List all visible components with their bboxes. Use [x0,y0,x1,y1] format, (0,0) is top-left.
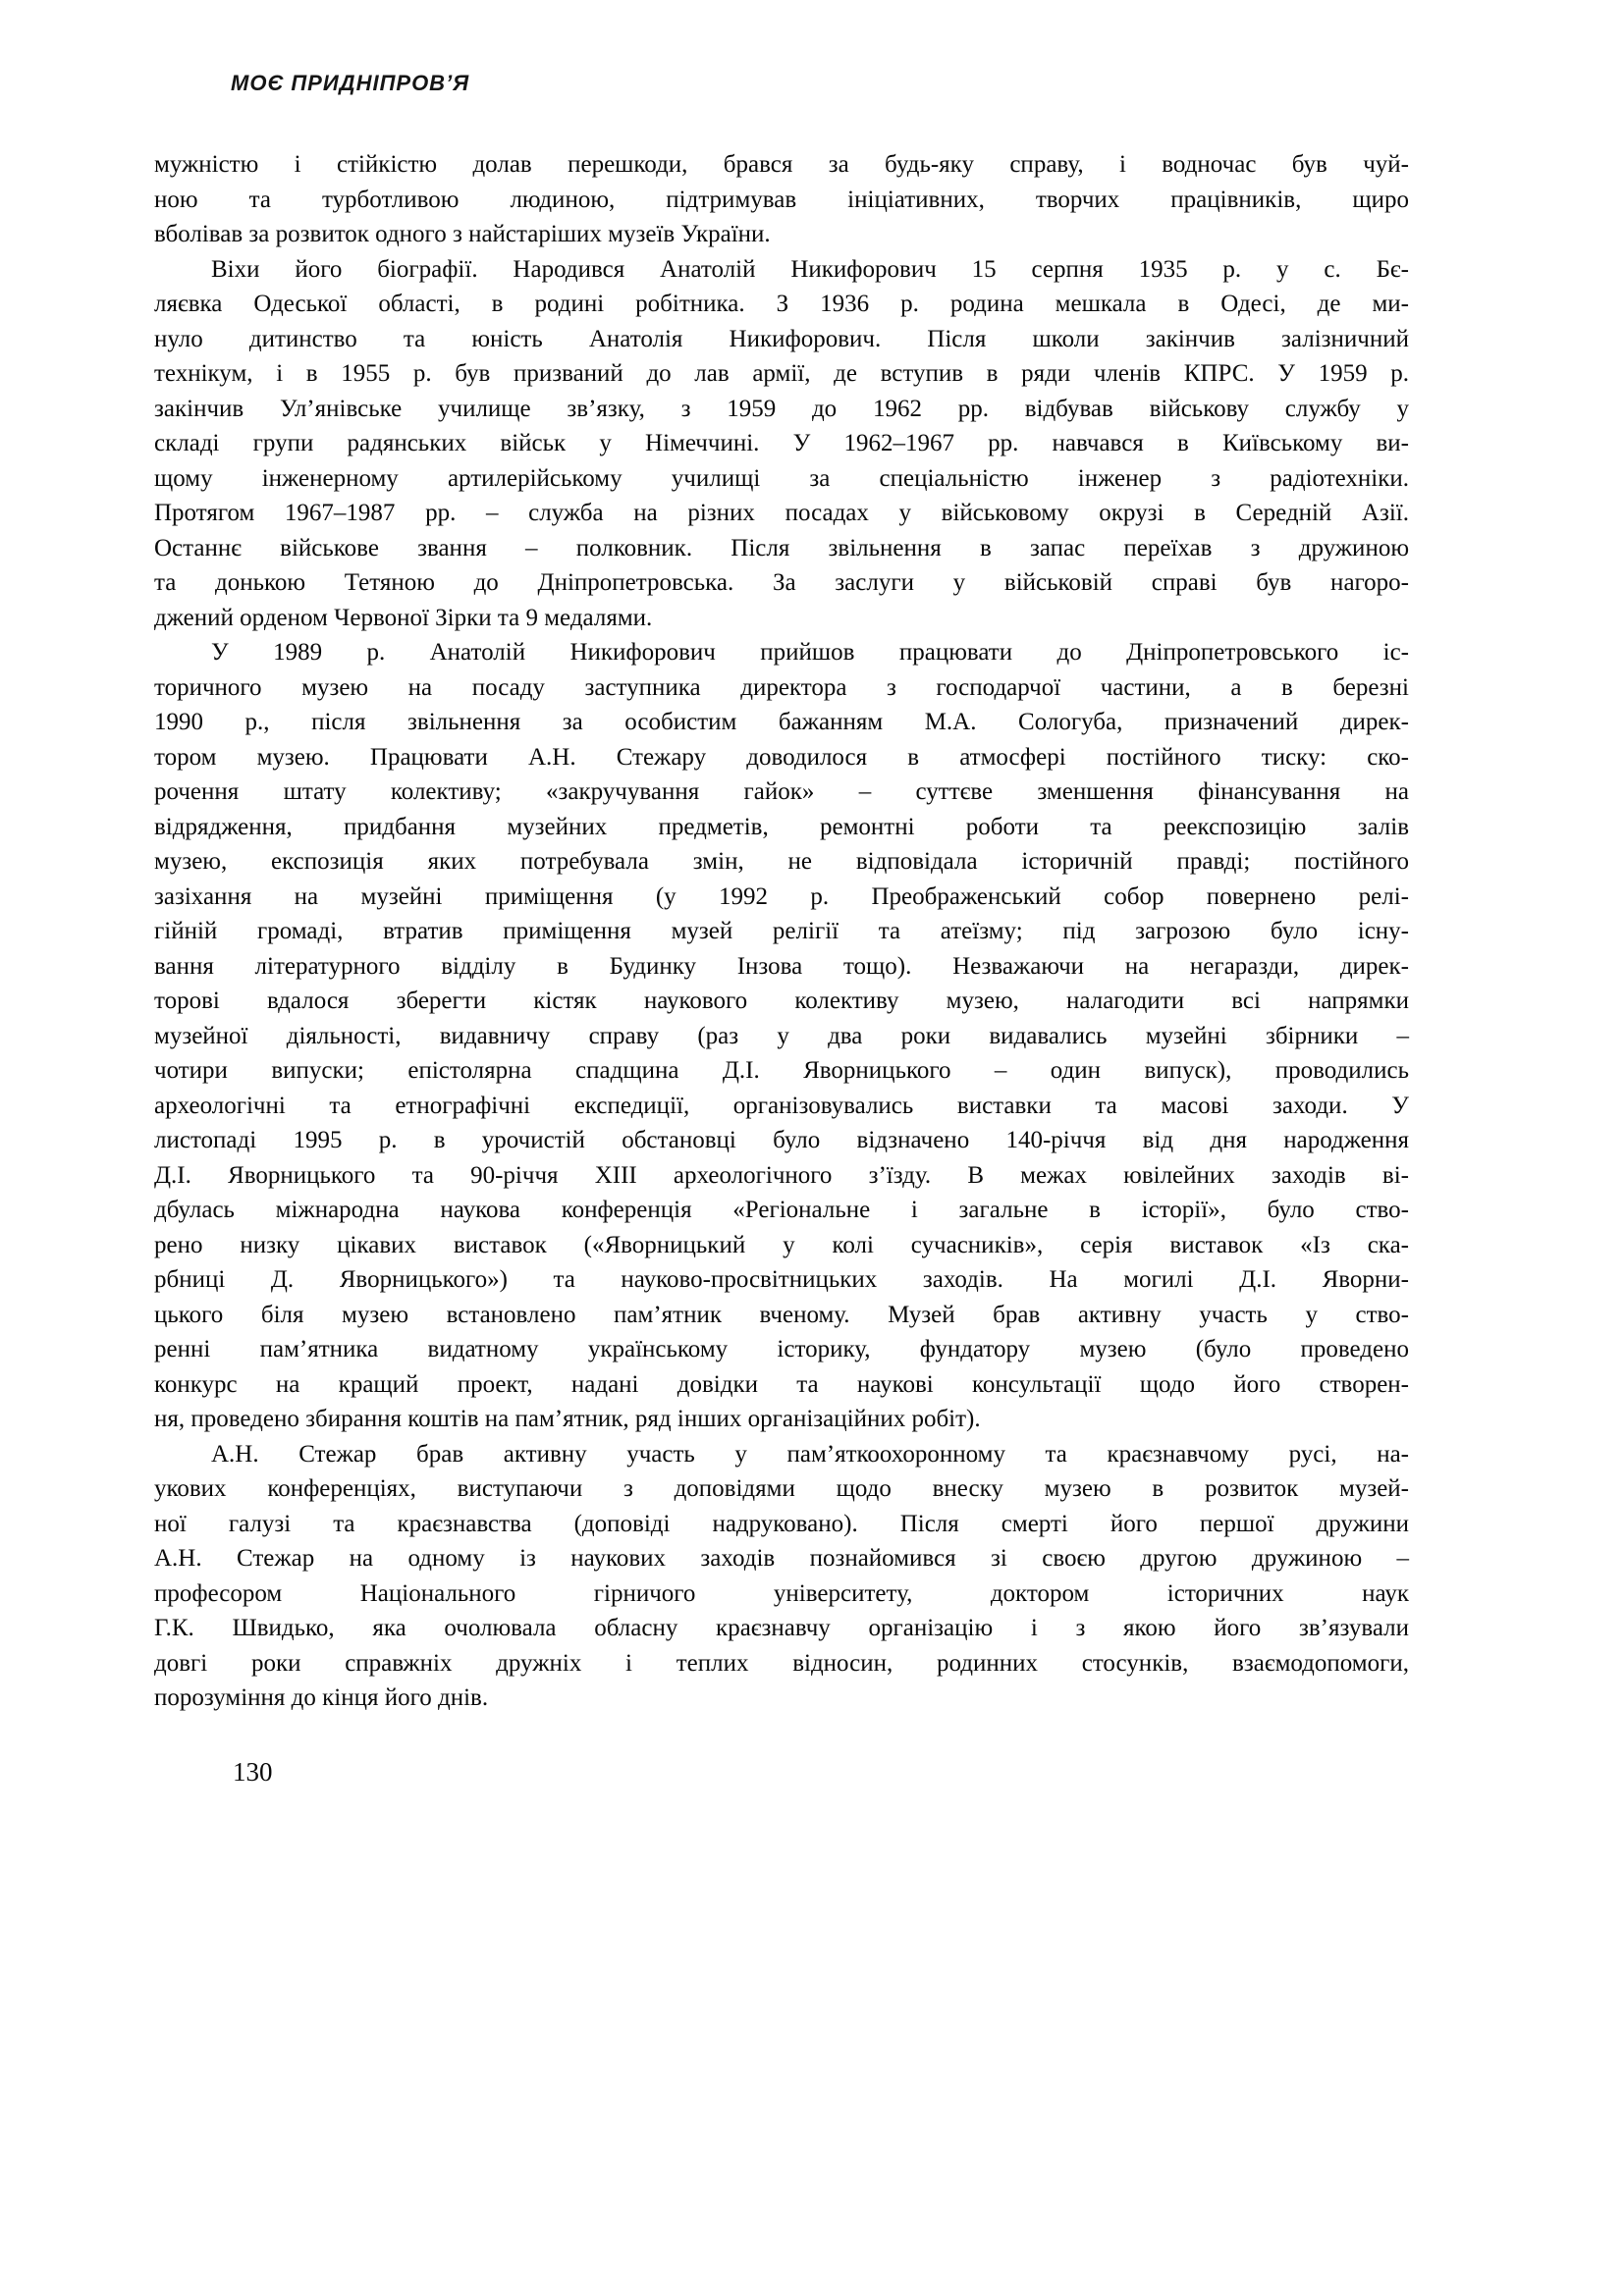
text-line: У 1989 р. Анатолій Никифорович прийшов працювати до Дніпропетровського іс- [211,639,1409,666]
text-line: цького біля музею встановлено пам’ятник вченому. Музей брав активну участь у ство- [154,1301,1409,1328]
text-line: ною та турботливою людиною, підтримував ініціативних, творчих працівників, щиро [154,186,1409,213]
text-line: ної галузі та краєзнавства (доповіді надруковано). Після смерті його першої дружини [154,1510,1409,1537]
text-line: конкурс на кращий проект, надані довідки та наукові консультації щодо його створен- [154,1370,1409,1398]
text-line: закінчив Ул’янівське училище зв’язку, з 1959 до 1962 рр. відбував військову службу у [154,395,1409,422]
paragraph [154,635,1409,1437]
text-line: рочення штату колективу; «закручування гайок» – суттєве зменшення фінансування на [154,778,1409,805]
text-line: музейної діяльності, видавничу справу (раз у два роки видавались музейні збірники – [154,1022,1409,1049]
text-line: ляєвка Одеської області, в родині робітника. З 1936 р. родина мешкала в Одесі, де ми- [154,291,1409,317]
text-line: вболівав за розвиток одного з найстаріших музеїв України. [154,221,771,247]
text-line: нуло дитинство та юність Анатолія Никифорович. Після школи закінчив залізничний [154,325,1409,352]
text-line: Д.І. Яворницького та 90-річчя XIII археологічного з’їзду. В межах ювілейних заходів ві- [154,1161,1409,1189]
text-line: торові вдалося зберегти кістяк наукового колективу музею, налагодити всі напрямки [154,988,1409,1014]
paragraph [154,147,1409,252]
text-line: А.Н. Стежар брав активну участь у пам’яткоохоронному та краєзнавчому русі, на- [211,1440,1409,1468]
text-line: 1990 р., після звільнення за особистим бажанням М.А. Сологуба, призначений дирек- [154,709,1409,735]
text-line: тором музею. Працювати А.Н. Стежару доводилося в атмосфері постійного тиску: ско- [154,743,1409,771]
text-line: технікум, і в 1955 р. був призваний до лав армії, де вступив в ряди членів КПРС. У 1959 р. [154,360,1409,387]
text-line: чотири випуски; епістолярна спадщина Д.І. Яворницького – один випуск), проводились [154,1057,1409,1084]
text-line: дбулась міжнародна наукова конференція «Регіональне і загальне в історії», було ство- [154,1197,1409,1223]
text-line: порозуміння до кінця його днів. [154,1684,489,1711]
text-line: листопаді 1995 р. в урочистій обстановці було відзначено 140-річчя від дня народження [154,1127,1409,1153]
text-line: професором Національного гірничого університету, доктором історичних наук [154,1579,1409,1607]
text-line: складі групи радянських військ у Німеччині. У 1962–1967 рр. навчався в Київському ви- [154,430,1409,456]
text-line: торичного музею на посаду заступника директора з господарчої частини, а в березні [154,673,1409,701]
paragraph [154,1437,1409,1716]
text-line: довгі роки справжніх дружніх і теплих відносин, родинних стосунків, взаємодопомоги, [154,1649,1409,1677]
text-line: та донькою Тетяною до Дніпропетровська. За заслуги у військовій справі був нагоро- [154,569,1409,596]
text-line: ня, проведено збирання коштів на пам’ятник, ряд інших організаційних робіт). [154,1406,981,1432]
text-line: Протягом 1967–1987 рр. – служба на різних посадах у військовому окрузі в Середній Азії. [154,500,1409,526]
text-line: археологічні та етнографічні експедиції, організовувались виставки та масові заходи. У [154,1092,1409,1119]
paragraph [154,252,1409,636]
text-line: Г.К. Швидько, яка очолювала обласну краєзнавчу організацію і з якою його зв’язували [154,1615,1409,1641]
text-line: рено низку цікавих виставок («Яворницький у колі сучасників», серія виставок «Із ска- [154,1231,1409,1258]
text-line: рбниці Д. Яворницького») та науково-просвітницьких заходів. На могилі Д.І. Яворни- [154,1266,1409,1293]
text-block [154,147,1409,1716]
text-line: джений орденом Червоної Зірки та 9 медалями. [154,604,653,631]
text-line: щому інженерному артилерійському училищі за спеціальністю інженер з радіотехніки. [154,464,1409,492]
text-line: гійній громаді, втратив приміщення музей релігії та атеїзму; під загрозою було існу- [154,918,1409,944]
text-line: відрядження, придбання музейних предметів, ремонтні роботи та реекспозицію залів [154,813,1409,840]
text-line: музею, експозиція яких потребувала змін, не відповідала історичній правді; постійного [154,848,1409,875]
text-line: Останнє військове звання – полковник. Після звільнення в запас переїхав з дружиною [154,534,1409,561]
text-line: Віхи його біографії. Народився Анатолій Никифорович 15 серпня 1935 р. у с. Бє- [211,255,1409,283]
text-line: зазіхання на музейні приміщення (у 1992 р. Преображенський собор повернено релі- [154,882,1409,910]
text-line: укових конференціях, виступаючи з доповідями щодо внеску музею в розвиток музей- [154,1475,1409,1502]
text-line: ренні пам’ятника видатному українському історику, фундатору музею (було проведено [154,1336,1409,1362]
running-header: МОЄ ПРИДНІПРОВ’Я [231,71,470,95]
text-line: мужністю і стійкістю долав перешкоди, брався за будь-яку справу, і водночас був чуй- [154,151,1409,178]
page-number: 130 [233,1757,273,1787]
text-line: вання літературного відділу в Будинку Інзова тощо). Незважаючи на негаразди, дирек- [154,952,1409,980]
text-line: А.Н. Стежар на одному із наукових заходів познайомився зі своєю другою дружиною – [154,1545,1409,1572]
